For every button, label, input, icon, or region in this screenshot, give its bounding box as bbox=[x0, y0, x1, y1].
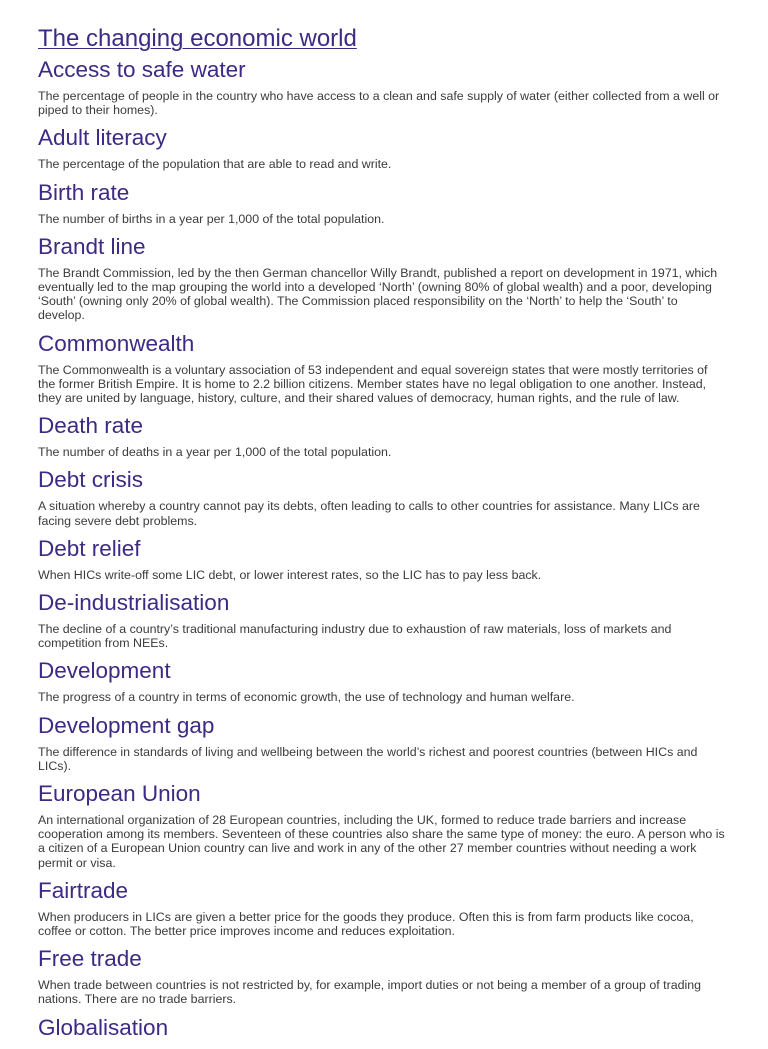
glossary-definition: When producers in LICs are given a better price for the goods they produce. Often this is from farm products like cocoa, coffee or cotton. The better price improves income and reduces exploitation. bbox=[38, 909, 694, 939]
glossary-definition: An international organization of 28 European countries, including the UK, formed to reduce trade barriers and increase cooperation among its members. Seventeen of these countries also share the same type of money: the euro. A person who is a citizen of a European Union country can live and work in any of the other 27 member countries without needing a work permit or visa. bbox=[38, 813, 725, 870]
glossary-term: Adult literacy bbox=[38, 125, 167, 151]
glossary-definition: The percentage of people in the country who have access to a clean and safe supply of water (either collected from a well or piped to their homes). bbox=[38, 89, 720, 118]
glossary-term: Access to safe water bbox=[38, 57, 246, 82]
glossary-entry-death-rate bbox=[38, 412, 726, 459]
glossary-entry-de-industrialisation bbox=[38, 589, 726, 650]
glossary-entry-globalisation bbox=[38, 1014, 726, 1042]
glossary-term: Free trade bbox=[38, 946, 142, 972]
glossary-term: Death rate bbox=[38, 413, 144, 439]
glossary-term: Development bbox=[38, 658, 171, 684]
glossary-definition: The Brandt Commission, led by the then German chancellor Willy Brandt, published a report on development in 1971, which eventually led to the map grouping the world into a developed ‘North’ (owning 80% of global wealth) and a poor, developing ‘South’ (owning only 20% of global wealth). The Commission placed responsibility on the ‘North’ to help the ‘South’ to develop. bbox=[38, 265, 718, 323]
glossary-entry-fairtrade bbox=[38, 877, 726, 938]
glossary-term: Debt crisis bbox=[38, 467, 144, 493]
glossary-term: De-industrialisation bbox=[38, 590, 230, 616]
glossary-definition: The difference in standards of living and wellbeing between the world’s richest and poorest countries (between HICs and LICs). bbox=[38, 744, 698, 773]
glossary-definition: The number of deaths in a year per 1,000 of the total population. bbox=[38, 445, 392, 460]
document-page bbox=[38, 24, 726, 1049]
glossary-term: Development gap bbox=[38, 712, 215, 738]
glossary-entry-adult-literacy bbox=[38, 124, 726, 171]
glossary-entry-commonwealth bbox=[38, 330, 726, 406]
document-title: The changing economic world bbox=[38, 25, 357, 52]
glossary-definition: The decline of a country’s traditional manufacturing industry due to exhaustion of raw materials, loss of markets and competition from NEEs. bbox=[38, 622, 672, 651]
glossary-entry-debt-relief bbox=[38, 535, 726, 582]
glossary-definition: The progress of a country in terms of economic growth, the use of technology and human welfare. bbox=[38, 690, 575, 705]
glossary-entry-access-to-safe-water bbox=[38, 56, 726, 117]
glossary-term: Birth rate bbox=[38, 179, 130, 205]
glossary-term: Debt relief bbox=[38, 535, 141, 561]
glossary-entry-development-gap bbox=[38, 712, 726, 773]
glossary-term: Commonwealth bbox=[38, 330, 195, 356]
glossary-definition: When trade between countries is not restricted by, for example, import duties or not being a member of a group of trading nations. There are no trade barriers. bbox=[38, 978, 702, 1007]
glossary-entry-debt-crisis bbox=[38, 466, 726, 527]
glossary-definition: The Commonwealth is a voluntary association of 53 independent and equal sovereign states that were mostly territories of the former British Empire. It is home to 2.2 billion citizens. Member states have no legal obligation to one another. Instead, they are united by language, history, culture, and their shared values of democracy, human rights, and the rule of law. bbox=[38, 362, 708, 406]
glossary-term: Brandt line bbox=[38, 233, 146, 259]
glossary-definition: When HICs write-off some LIC debt, or lower interest rates, so the LIC has to pay less back. bbox=[38, 567, 542, 582]
glossary-term: Globalisation bbox=[38, 1014, 169, 1040]
glossary-term: European Union bbox=[38, 781, 201, 807]
glossary-entry-birth-rate bbox=[38, 179, 726, 226]
glossary-entry-european-union bbox=[38, 780, 726, 870]
glossary-entry-free-trade bbox=[38, 945, 726, 1006]
glossary-entry-brandt-line bbox=[38, 233, 726, 323]
glossary-definition: The number of births in a year per 1,000 of the total population. bbox=[38, 211, 385, 226]
glossary-definition: The percentage of the population that are able to read and write. bbox=[38, 157, 392, 172]
glossary-definition: A situation whereby a country cannot pay its debts, often leading to calls to other countries for assistance. Many LICs are facing severe debt problems. bbox=[38, 499, 700, 528]
glossary-term: Fairtrade bbox=[38, 877, 129, 903]
glossary-entry-development bbox=[38, 657, 726, 704]
